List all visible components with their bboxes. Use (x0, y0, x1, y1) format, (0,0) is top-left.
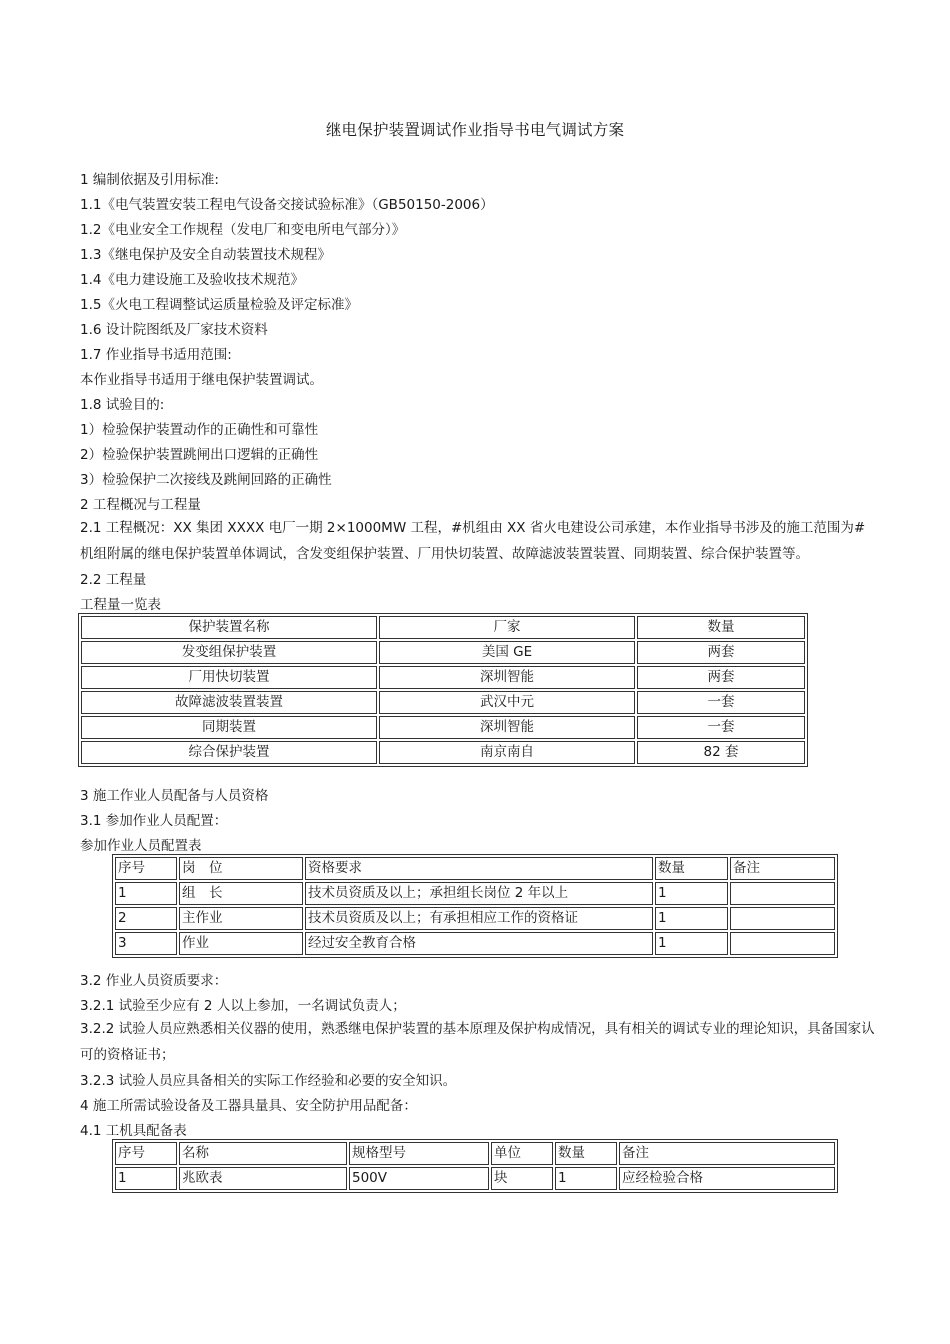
table-cell: 3 (115, 932, 177, 955)
table-cell: 1 (655, 907, 728, 930)
table-cell: 1 (555, 1167, 617, 1190)
table-row (115, 907, 835, 930)
purpose-2: 2）检验保护装置跳闸出口逻辑的正确性 (80, 447, 319, 463)
table-cell: 2 (115, 907, 177, 930)
table-header-cell: 厂家 (379, 616, 635, 639)
table-cell: 深圳智能 (379, 716, 635, 739)
workload-table (78, 613, 808, 767)
section-4-1-heading: 4.1 工机具配备表 (80, 1123, 187, 1139)
section-2-heading: 2 工程概况与工程量 (80, 497, 201, 513)
section-4-heading: 4 施工所需试验设备及工器具量具、安全防护用品配备： (80, 1098, 417, 1114)
table-row (81, 716, 805, 739)
table-header-cell: 数量 (637, 616, 805, 639)
reference-1-3: 1.3《继电保护及安全自动装置技术规程》 (80, 247, 331, 263)
table-header-row (115, 857, 835, 880)
table-cell: 故障滤波装置装置 (81, 691, 377, 714)
table-header-cell: 备注 (619, 1142, 835, 1165)
table-row (115, 1167, 835, 1190)
reference-1-6: 1.6 设计院图纸及厂家技术资料 (80, 322, 268, 338)
table-cell: 应经检验合格 (619, 1167, 835, 1190)
requirement-3-2-1: 3.2.1 试验至少应有 2 人以上参加，一名调试负责人； (80, 998, 406, 1014)
purpose-1: 1）检验保护装置动作的正确性和可靠性 (80, 422, 319, 438)
section-1-heading: 1 编制依据及引用标准: (80, 172, 219, 188)
table-header-cell: 数量 (655, 857, 728, 880)
table-row (81, 641, 805, 664)
table-cell: 综合保护装置 (81, 741, 377, 764)
table-cell (730, 882, 835, 905)
table-header-cell: 保护装置名称 (81, 616, 377, 639)
table-row (115, 932, 835, 955)
section-1-7-heading: 1.7 作业指导书适用范围: (80, 347, 232, 363)
table-cell: 美国 GE (379, 641, 635, 664)
table-header-cell: 规格型号 (349, 1142, 489, 1165)
table-header-cell: 序号 (115, 1142, 177, 1165)
table-cell: 1 (655, 882, 728, 905)
reference-1-5: 1.5《火电工程调整试运质量检验及评定标准》 (80, 297, 358, 313)
table-cell: 兆欧表 (179, 1167, 347, 1190)
table-cell (730, 932, 835, 955)
table-cell: 块 (491, 1167, 553, 1190)
table-cell: 同期装置 (81, 716, 377, 739)
table-cell: 500V (349, 1167, 489, 1190)
table-header-cell: 名称 (179, 1142, 347, 1165)
section-3-heading: 3 施工作业人员配备与人员资格 (80, 788, 269, 804)
table2-caption: 参加作业人员配置表 (80, 838, 202, 854)
table-cell (730, 907, 835, 930)
section-1-8-heading: 1.8 试验目的: (80, 397, 165, 413)
table-cell: 两套 (637, 666, 805, 689)
table-cell: 一套 (637, 691, 805, 714)
table-cell: 1 (655, 932, 728, 955)
table-cell: 技术员资质及以上；有承担相应工作的资格证 (305, 907, 653, 930)
table-header-cell: 序号 (115, 857, 177, 880)
table-header-cell: 备注 (730, 857, 835, 880)
table-header-cell: 单位 (491, 1142, 553, 1165)
table-cell: 技术员资质及以上；承担组长岗位 2 年以上 (305, 882, 653, 905)
table-cell: 经过安全教育合格 (305, 932, 653, 955)
table-row (81, 691, 805, 714)
tools-table (112, 1139, 838, 1193)
document-title: 继电保护装置调试作业指导书电气调试方案 (325, 121, 625, 139)
section-2-2-heading: 2.2 工程量 (80, 572, 147, 588)
table-header-cell: 岗 位 (179, 857, 303, 880)
purpose-3: 3）检验保护二次接线及跳闸回路的正确性 (80, 472, 332, 488)
table-cell: 1 (115, 882, 177, 905)
requirement-3-2-2: 3.2.2 试验人员应熟悉相关仪器的使用，熟悉继电保护装置的基本原理及保护构成情况，具有相关的调试专业的理论知识，具备国家认可的资格证书； (80, 1021, 875, 1063)
table1-caption: 工程量一览表 (80, 597, 161, 613)
table-cell: 武汉中元 (379, 691, 635, 714)
table-header-row (81, 616, 805, 639)
table-row (81, 666, 805, 689)
project-overview-paragraph: 2.1 工程概况：XX 集团 XXXX 电厂一期 2×1000MW 工程，#机组由 XX 省火电建设公司承建，本作业指导书涉及的施工范围为#机组附属的继电保护装置单体调试，含发变组保护装置、厂用快切装置、故障滤波装置装置、同期装置、综合保护装置等。 (80, 520, 866, 562)
table-header-row (115, 1142, 835, 1165)
table-cell: 厂用快切装置 (81, 666, 377, 689)
table-cell: 发变组保护装置 (81, 641, 377, 664)
table-cell: 作业 (179, 932, 303, 955)
section-3-1-heading: 3.1 参加作业人员配置： (80, 813, 228, 829)
reference-1-4: 1.4《电力建设施工及验收技术规范》 (80, 272, 304, 288)
table-cell: 82 套 (637, 741, 805, 764)
table-cell: 两套 (637, 641, 805, 664)
staffing-table (112, 854, 838, 958)
section-3-2-heading: 3.2 作业人员资质要求： (80, 973, 228, 989)
table-cell: 南京南自 (379, 741, 635, 764)
requirement-3-2-3: 3.2.3 试验人员应具备相关的实际工作经验和必要的安全知识。 (80, 1073, 457, 1089)
scope-text: 本作业指导书适用于继电保护装置调试。 (80, 372, 323, 388)
table-header-cell: 资格要求 (305, 857, 653, 880)
table-cell: 主作业 (179, 907, 303, 930)
table-cell: 组 长 (179, 882, 303, 905)
table-row (81, 741, 805, 764)
table-row (115, 882, 835, 905)
reference-1-2: 1.2《电业安全工作规程（发电厂和变电所电气部分）》 (80, 222, 406, 238)
table-cell: 一套 (637, 716, 805, 739)
table-cell: 深圳智能 (379, 666, 635, 689)
table-cell: 1 (115, 1167, 177, 1190)
reference-1-1: 1.1《电气装置安装工程电气设备交接试验标准》（GB50150-2006） (80, 197, 494, 213)
table-header-cell: 数量 (555, 1142, 617, 1165)
